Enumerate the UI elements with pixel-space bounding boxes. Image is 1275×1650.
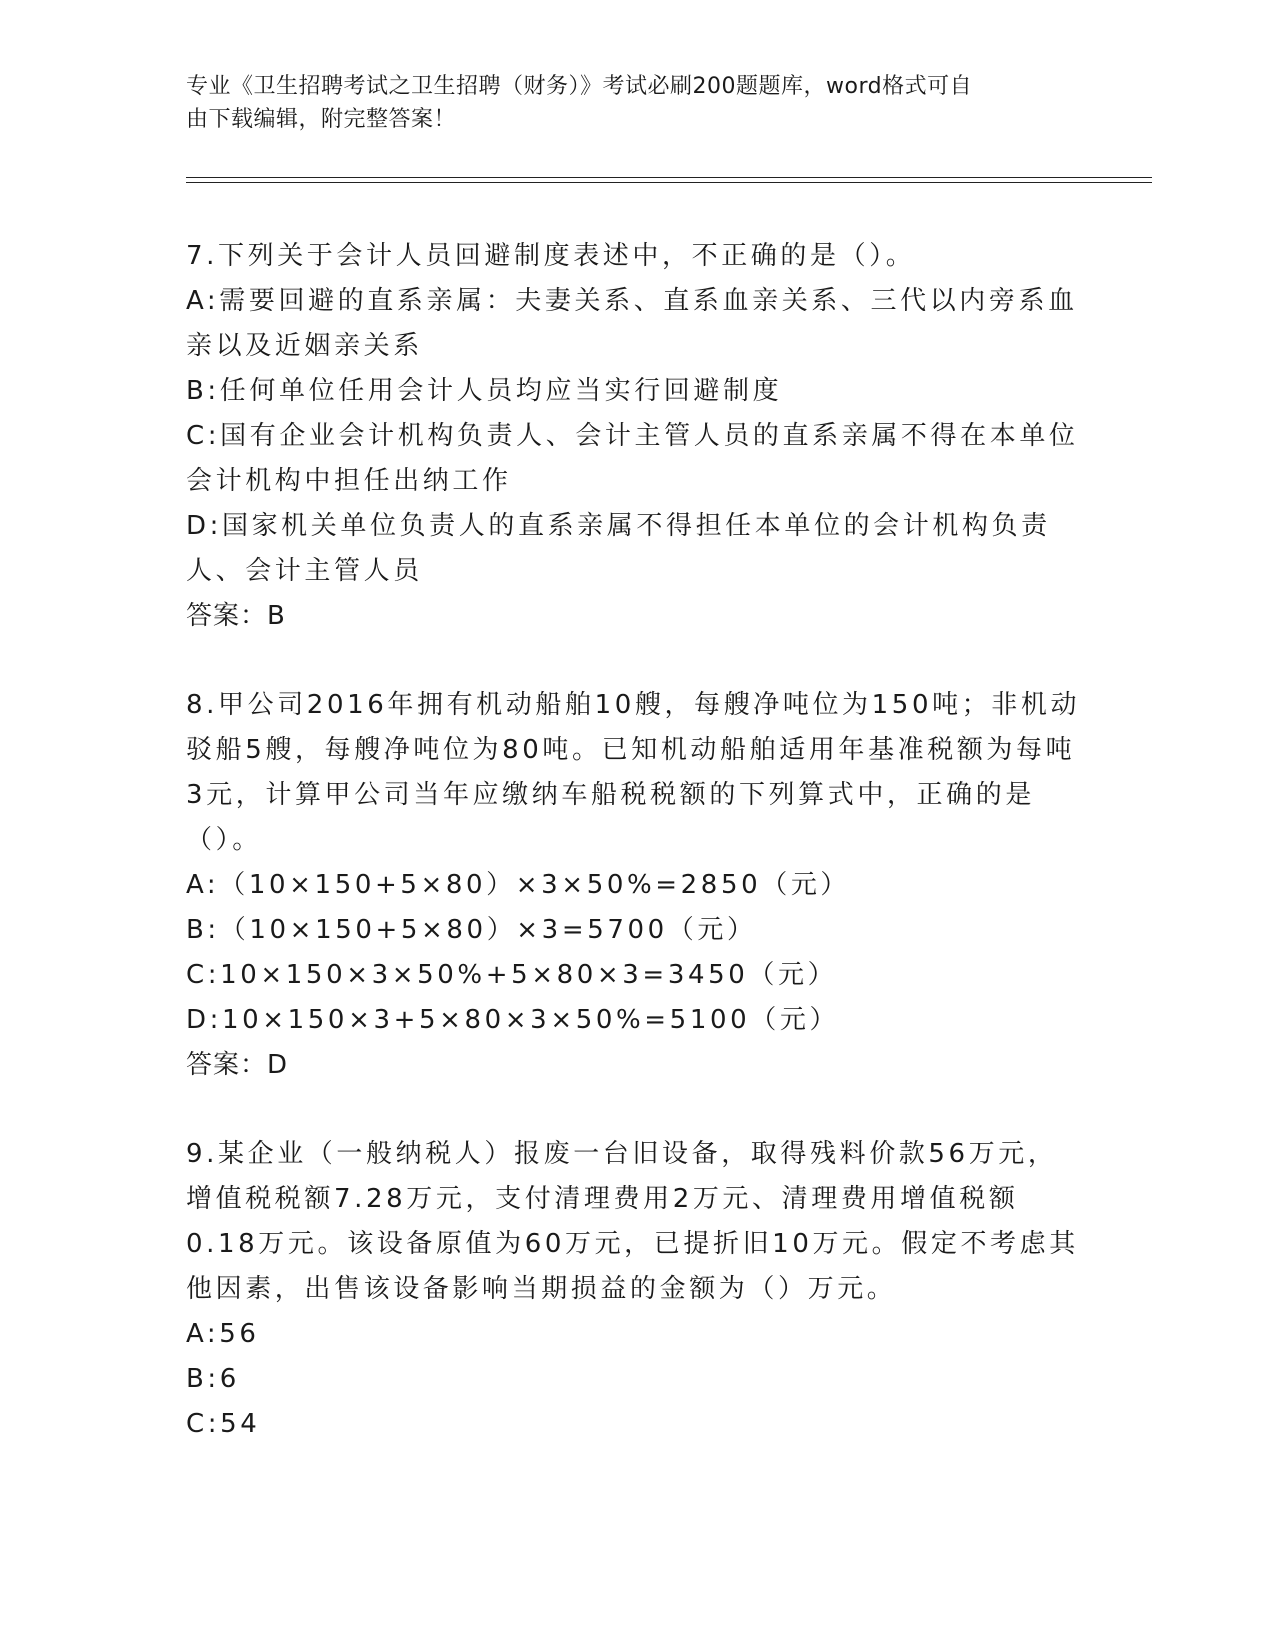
option-d: D:10×150×3+5×80×3×50%=5100（元） xyxy=(186,1005,840,1035)
option-b: B:（10×150+5×80）×3=5700（元） xyxy=(186,915,757,945)
option-a: A:需要回避的直系亲属：夫妻关系、直系血亲关系、三代以内旁系血亲以及近姻亲关系 xyxy=(186,286,1078,361)
question-stem: 8.甲公司2016年拥有机动船舶10艘，每艘净吨位为150吨；非机动驳船5艘，每艘净吨位为80吨。已知机动船舶适用年基准税额为每吨3元，计算甲公司当年应缴纳车船税税额的下列算式中，正确的是（）。 xyxy=(186,690,1081,855)
option-b: B:任何单位任用会计人员均应当实行回避制度 xyxy=(186,376,783,406)
document-header xyxy=(186,70,1086,136)
option-c: C:国有企业会计机构负责人、会计主管人员的直系亲属不得在本单位会计机构中担任出纳工作 xyxy=(186,421,1079,496)
question-spacer xyxy=(186,639,1086,683)
option-c: C:54 xyxy=(186,1409,261,1439)
question-7 xyxy=(186,234,1086,639)
header-divider-bottom xyxy=(186,182,1152,183)
answer: 答案：D xyxy=(186,1050,289,1080)
option-a: A:56 xyxy=(186,1319,260,1349)
question-spacer xyxy=(186,1088,1086,1132)
question-8 xyxy=(186,683,1086,1088)
option-a: A:（10×150+5×80）×3×50%=2850（元） xyxy=(186,870,851,900)
option-d: D:国家机关单位负责人的直系亲属不得担任本单位的会计机构负责人、会计主管人员 xyxy=(186,511,1051,586)
question-stem: 7.下列关于会计人员回避制度表述中，不正确的是（）。 xyxy=(186,241,916,271)
option-b: B:6 xyxy=(186,1364,240,1394)
option-c: C:10×150×3×50%+5×80×3=3450（元） xyxy=(186,960,838,990)
question-9 xyxy=(186,1132,1086,1447)
question-stem: 9.某企业（一般纳税人）报废一台旧设备，取得残料价款56万元，增值税税额7.28万元，支付清理费用2万元、清理费用增值税额0.18万元。该设备原值为60万元，已提折旧10万元。假定不考虑其他因素，出售该设备影响当期损益的金额为（）万元。 xyxy=(186,1139,1079,1304)
answer: 答案：B xyxy=(186,601,286,631)
header-line-1: 专业《卫生招聘考试之卫生招聘（财务）》考试必刷200题题库，word格式可自 xyxy=(186,74,973,99)
question-list xyxy=(186,234,1086,1447)
header-line-2: 由下载编辑，附完整答案！ xyxy=(186,107,457,132)
header-divider-top xyxy=(186,177,1152,178)
